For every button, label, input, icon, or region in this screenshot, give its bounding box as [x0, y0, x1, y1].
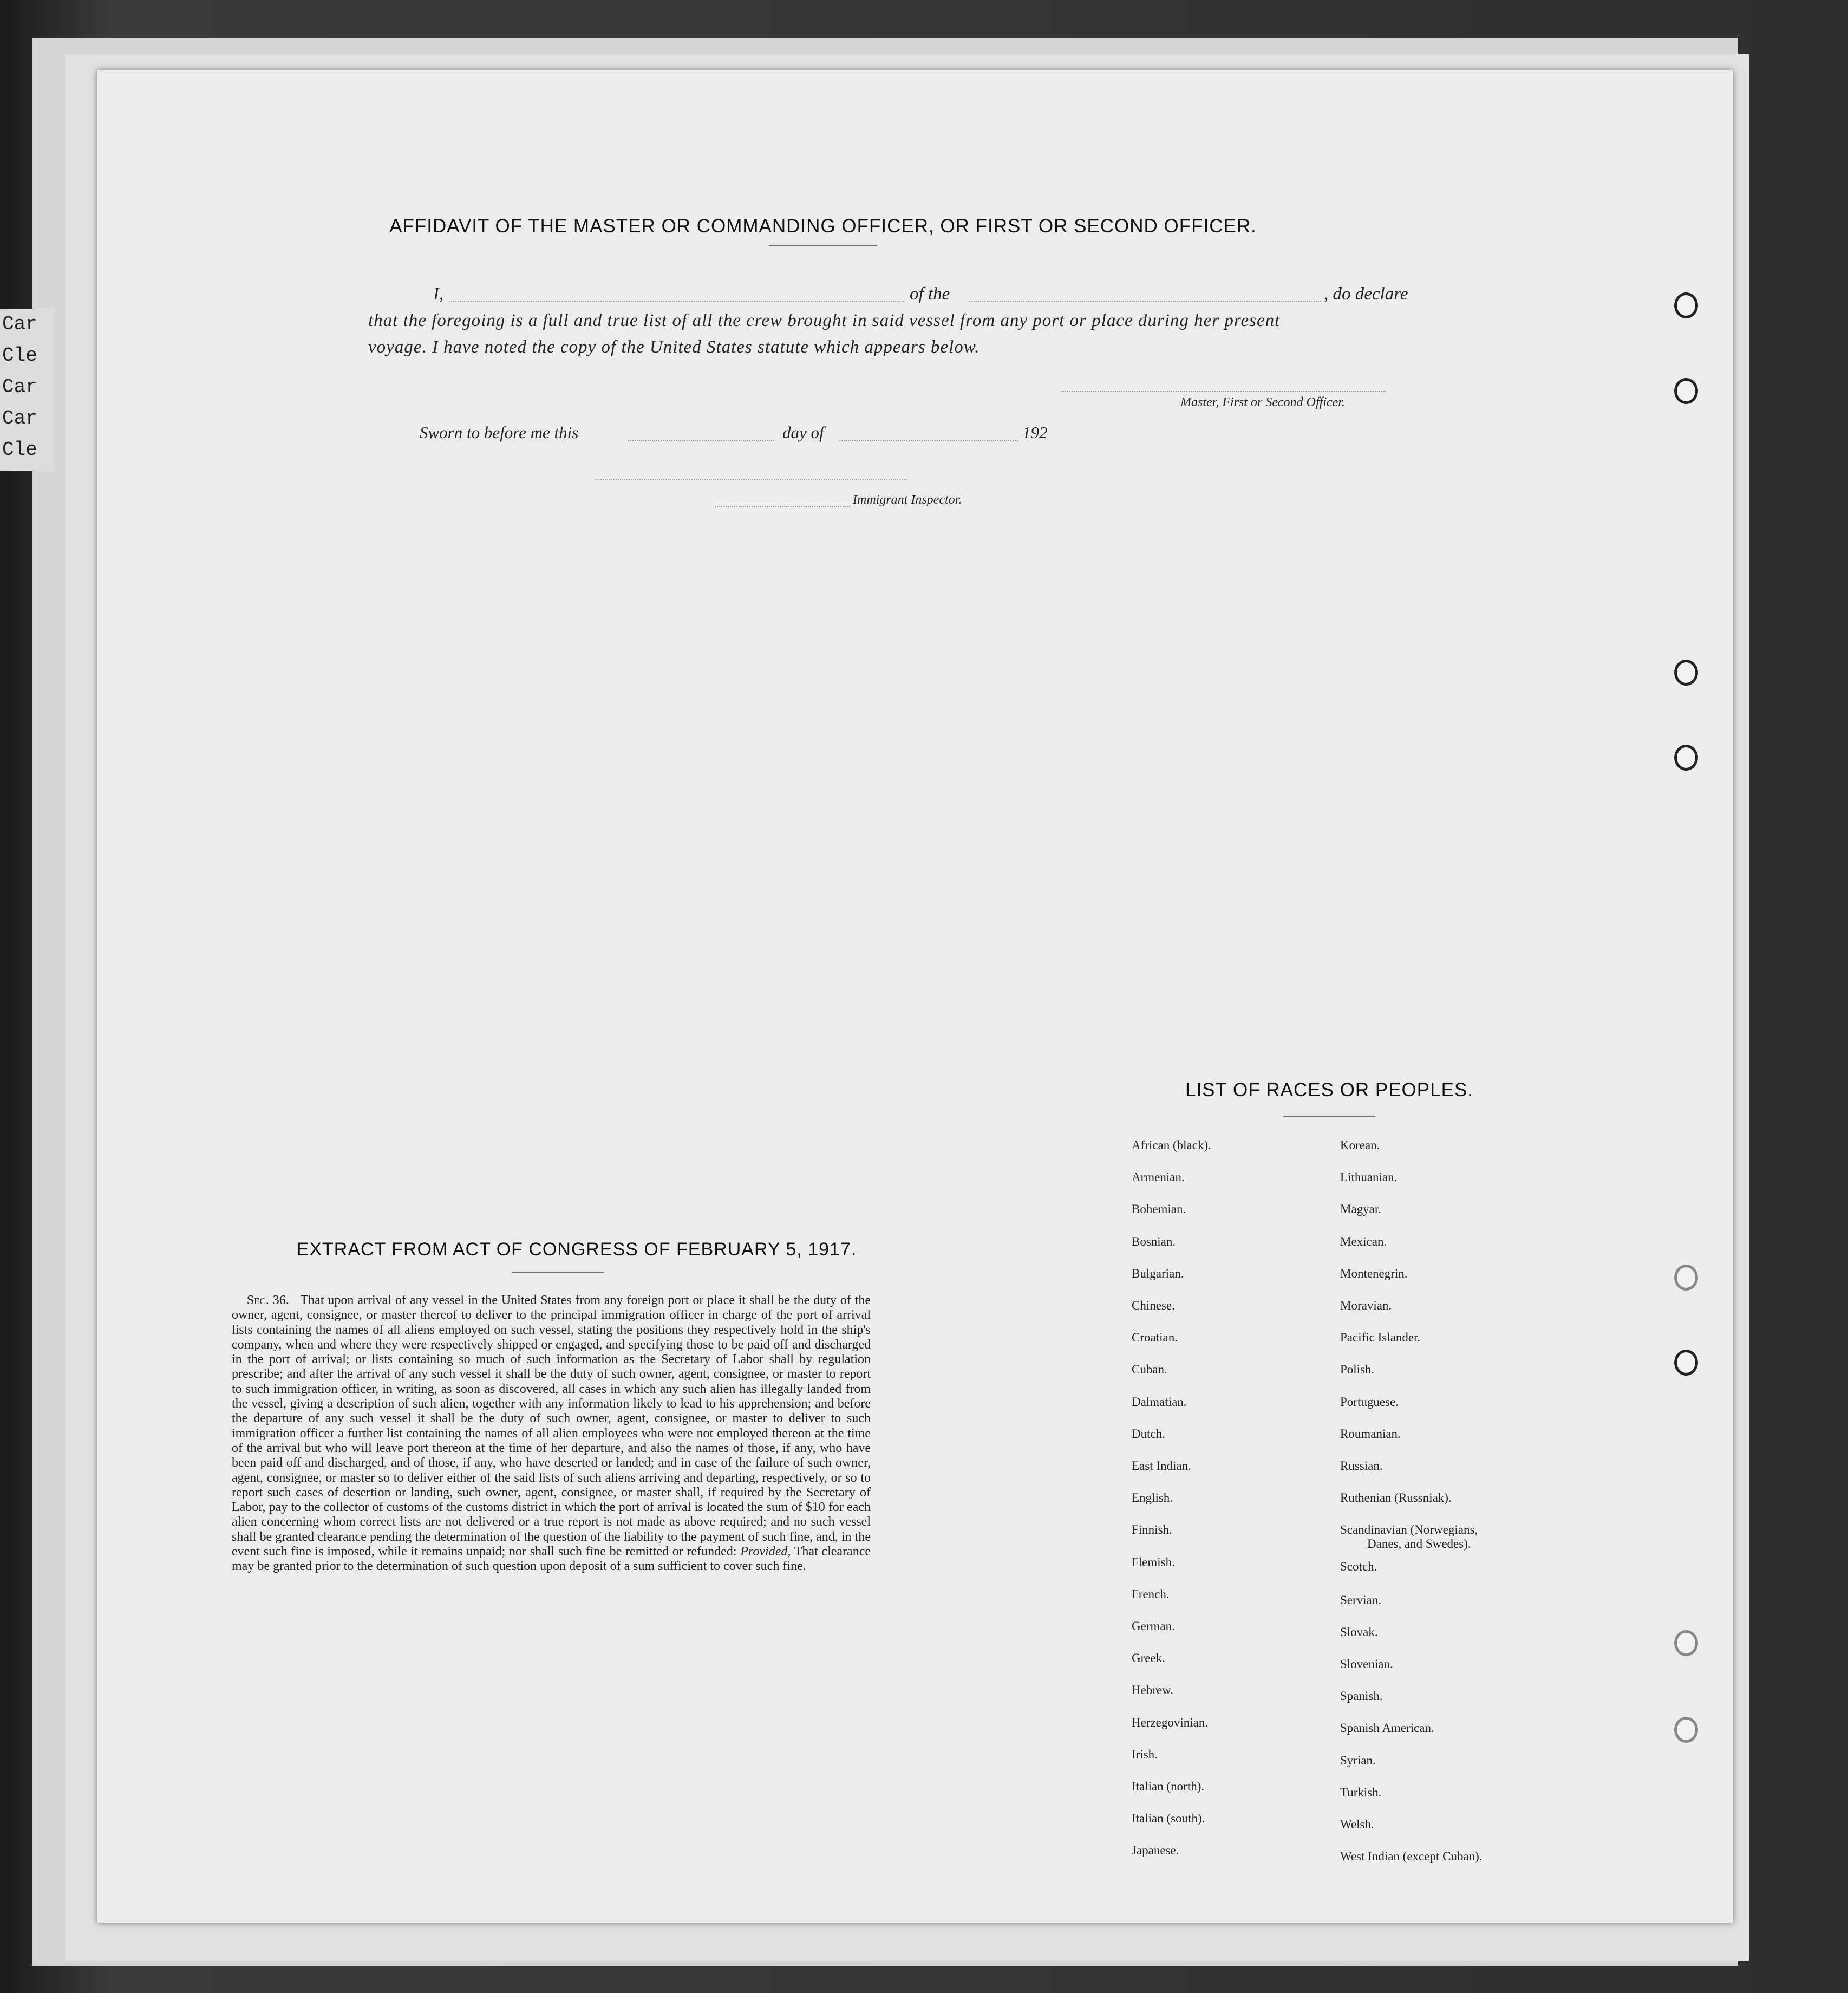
- race-item: Polish.: [1340, 1363, 1375, 1376]
- punch-hole: [1674, 378, 1698, 404]
- race-item: Bosnian.: [1132, 1235, 1176, 1248]
- title-divider: [769, 245, 877, 246]
- race-item: Irish.: [1132, 1748, 1158, 1761]
- section-label: Sec. 36.: [246, 1293, 289, 1307]
- provided-word: Provided,: [740, 1545, 791, 1559]
- race-item: Italian (north).: [1132, 1780, 1205, 1793]
- sworn-label: Sworn to before me this: [420, 423, 579, 442]
- race-item: Italian (south).: [1132, 1812, 1205, 1825]
- punch-hole: [1674, 292, 1698, 318]
- race-item: Russian.: [1340, 1459, 1383, 1473]
- race-item: English.: [1132, 1491, 1173, 1504]
- race-item: Scotch.: [1340, 1560, 1377, 1573]
- race-item: Chinese.: [1132, 1299, 1175, 1312]
- race-item: Welsh.: [1340, 1818, 1374, 1831]
- race-item: Flemish.: [1132, 1555, 1175, 1569]
- race-item: Dutch.: [1132, 1427, 1165, 1441]
- race-item: Cuban.: [1132, 1363, 1167, 1376]
- race-item: Bohemian.: [1132, 1202, 1186, 1216]
- month-blank: [839, 440, 1018, 441]
- race-item: Spanish American.: [1340, 1721, 1434, 1735]
- race-item: Pacific Islander.: [1340, 1331, 1421, 1344]
- affidavit-declare: , do declare: [1324, 284, 1408, 304]
- race-item: African (black).: [1132, 1138, 1211, 1152]
- race-item: Portuguese.: [1340, 1395, 1399, 1409]
- race-item: Turkish.: [1340, 1786, 1382, 1799]
- signature-line: [1061, 391, 1386, 392]
- affidavit-of-the: of the: [910, 284, 950, 304]
- race-item: Spanish.: [1340, 1689, 1383, 1703]
- race-item: Herzegovinian.: [1132, 1716, 1209, 1729]
- card-tab: Car: [2, 376, 37, 398]
- race-item: Japanese.: [1132, 1844, 1179, 1857]
- race-item: Mexican.: [1340, 1235, 1387, 1248]
- punch-hole: [1674, 1630, 1698, 1656]
- race-item: Magyar.: [1340, 1202, 1382, 1216]
- left-index-cards: [0, 309, 54, 471]
- race-item: Bulgarian.: [1132, 1267, 1184, 1280]
- race-item-scandinavian: [1340, 1523, 1478, 1551]
- day-of-label: day of: [782, 423, 824, 442]
- extract-divider: [512, 1272, 604, 1273]
- race-item: Greek.: [1132, 1651, 1165, 1665]
- race-item: Finnish.: [1132, 1523, 1172, 1536]
- name-blank: [449, 301, 904, 302]
- punch-hole: [1674, 660, 1698, 686]
- race-item: Moravian.: [1340, 1299, 1392, 1312]
- year-prefix: 192: [1022, 423, 1048, 442]
- day-blank: [628, 440, 774, 441]
- race-item: Korean.: [1340, 1138, 1380, 1152]
- card-tab: Car: [2, 313, 37, 335]
- extract-title: EXTRACT FROM ACT OF CONGRESS OF FEBRUARY 5, 1917.: [296, 1239, 857, 1260]
- race-item: Syrian.: [1340, 1754, 1376, 1767]
- race-item: Servian.: [1340, 1593, 1382, 1607]
- race-item: Slovak.: [1340, 1625, 1378, 1639]
- race-item: German.: [1132, 1619, 1175, 1633]
- race-item: French.: [1132, 1587, 1170, 1601]
- race-item: Lithuanian.: [1340, 1170, 1398, 1184]
- race-item-line: Scandinavian (Norwegians,: [1340, 1523, 1478, 1536]
- affidavit-line-2: that the foregoing is a full and true list of all the crew brought in said vessel from any port or place during her present: [368, 311, 1281, 330]
- inspector-caption: Immigrant Inspector.: [853, 493, 962, 507]
- punch-hole: [1674, 1265, 1698, 1291]
- punch-hole: [1674, 1350, 1698, 1376]
- card-tab: Car: [2, 407, 37, 429]
- race-item: Hebrew.: [1132, 1683, 1174, 1697]
- race-item: West Indian (except Cuban).: [1340, 1849, 1483, 1863]
- affidavit-title: AFFIDAVIT OF THE MASTER OR COMMANDING OFFICER, OR FIRST OR SECOND OFFICER.: [389, 216, 1257, 237]
- race-item-line: Danes, and Swedes).: [1367, 1537, 1471, 1551]
- race-item: Roumanian.: [1340, 1427, 1401, 1441]
- vessel-blank: [969, 301, 1321, 302]
- race-item: Dalmatian.: [1132, 1395, 1187, 1409]
- punch-hole: [1674, 745, 1698, 771]
- race-item: Montenegrin.: [1340, 1267, 1408, 1280]
- race-item: East Indian.: [1132, 1459, 1191, 1473]
- extract-text-a: That upon arrival of any vessel in the United States from any foreign port or place it shall be the duty of the owner, agent, consignee, or master thereof to deliver to the principal immigration officer in charge of the port of arrival lists containing the names of all aliens employed on such vessel, stating the positions they respectively hold in the ship's company, when and where they were respectively shipped or engaged, and specifying those to be paid off and discharged in the port of arrival; or lists containing so much of such information as the Secretary of Labor shall by regulation prescribe; and after the arrival of any such vessel it shall be the duty of such owner, agent, consignee, or master to report to such immigration officer, in writing, as soon as discovered, all cases in which any such alien has illegally landed from the vessel, giving a description of such alien, together with any information likely to lead to his apprehension; and before the departure of any such vessel it shall be the duty of such owner, agent, consignee, or master to deliver to such immigration officer a further list containing the names of all alien employees who were not employed thereon at the time of the arrival but who will leave port thereon at the time of her departure, and also the names of those, if any, who have been paid off and discharged, and of those, if any, who have deserted or landed; and in case of the failure of such owner, agent, consignee, or master so to deliver either of the said lists of such aliens arriving and departing, respectively, or so to report such cases of desertion or landing, such owner, agent, consignee, or master shall, if required by the Secretary of Labor, pay to the collector of customs of the customs district in which the port of arrival is located the sum of $10 for each alien concerning whom correct lists are not delivered or a true report is not made as above required; and no such vessel shall be granted clearance pending the determination of the question of the liability to the payment of such fine, and, in the event such fine is imposed, while it remains unpaid; nor shall such fine be remitted or refunded:: [232, 1293, 871, 1559]
- race-item: Armenian.: [1132, 1170, 1185, 1184]
- race-item: Ruthenian (Russniak).: [1340, 1491, 1452, 1504]
- extract-text-b: That clearance may be granted prior to the determination of such question upon deposit of a sum sufficient to cover such fine.: [232, 1545, 871, 1574]
- punch-hole: [1674, 1717, 1698, 1743]
- affidavit-line-3: voyage. I have noted the copy of the United States statute which appears below.: [368, 337, 980, 357]
- race-item: Croatian.: [1132, 1331, 1178, 1344]
- races-divider: [1283, 1116, 1375, 1117]
- signature-caption: Master, First or Second Officer.: [1180, 395, 1345, 409]
- extract-body: [232, 1293, 871, 1574]
- inspector-line: [596, 479, 907, 480]
- races-title: LIST OF RACES OR PEOPLES.: [1185, 1079, 1473, 1100]
- card-tab: Cle: [2, 439, 37, 461]
- card-tab: Cle: [2, 344, 37, 367]
- race-item: Slovenian.: [1340, 1657, 1393, 1671]
- inspector-line-short: [715, 506, 850, 507]
- affidavit-i: I,: [433, 284, 444, 304]
